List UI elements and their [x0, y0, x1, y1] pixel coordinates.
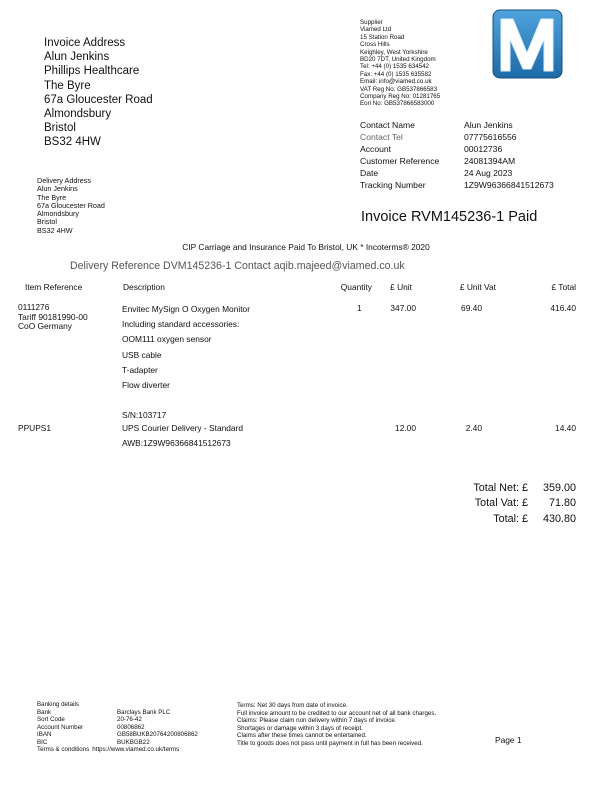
invoice-address-line: Alun Jenkins: [44, 51, 110, 64]
banking-details: [37, 701, 198, 754]
delivery-address-line: Almondsbury: [37, 209, 79, 219]
contact-label: Customer Reference: [360, 156, 440, 167]
description-line: T-adapter: [122, 364, 158, 375]
banking-value: 00806862: [117, 723, 145, 731]
grand-total-row: [420, 512, 576, 527]
supplier-line: Viamed Ltd: [360, 26, 392, 34]
banking-label: BIC: [37, 738, 48, 746]
line-total-cell: 416.40: [550, 303, 576, 313]
delivery-address-line: Alun Jenkins: [37, 184, 78, 194]
banking-row: [37, 716, 198, 724]
supplier-block: [360, 19, 440, 108]
item-reference-line: Tariff 90181990-00: [18, 311, 88, 322]
invoice-address-heading: Invoice Address: [44, 37, 126, 49]
unit-price-cell: 12.00: [395, 423, 416, 433]
banking-row: [37, 724, 198, 732]
contact-value: 00012736: [464, 144, 503, 155]
invoice-address-line: BS32 4HW: [44, 136, 101, 149]
description-line: Envitec MySign O Oxygen Monitor: [122, 304, 251, 314]
invoice-address-line: Almondsbury: [44, 108, 112, 121]
description-line: Including standard accessories:: [122, 319, 240, 330]
invoice-address-line: The Byre: [44, 79, 91, 92]
delivery-address-line: 67a Gloucester Road: [37, 200, 105, 210]
contact-label: Tracking Number: [360, 180, 426, 191]
banking-row: [37, 709, 198, 717]
invoice-address-line: Bristol: [44, 122, 76, 135]
column-header-description: Description: [123, 282, 165, 292]
total-net-row: [420, 481, 576, 496]
item-description-cell: [122, 302, 250, 424]
banking-row: [37, 731, 198, 739]
column-header-unit: £ Unit: [390, 282, 412, 292]
supplier-line: 15 Station Road: [360, 33, 405, 41]
banking-row: [37, 739, 198, 747]
delivery-address-heading: Delivery Address: [37, 176, 91, 185]
description-line: Flow diverter: [122, 380, 170, 391]
description-line: USB cable: [122, 349, 162, 360]
payment-terms-line: Claims after these times cannot be entertained.: [237, 732, 367, 739]
banking-value: Barclays Bank PLC: [117, 708, 171, 716]
total-net-label: Total Net: £: [473, 482, 528, 494]
contact-value: Alun Jenkins: [464, 120, 513, 130]
invoice-address-line: Phillips Healthcare: [44, 65, 140, 78]
description-line: S/N:103717: [122, 410, 167, 421]
contact-row: [360, 131, 554, 143]
description-line: AWB:1Z9W96366841512673: [122, 438, 231, 449]
contact-value: 24081394AM: [464, 156, 516, 167]
payment-terms-line: Terms: Net 30 days from date of invoice.: [237, 702, 348, 709]
description-line: UPS Courier Delivery - Standard: [122, 423, 244, 433]
totals-block: [420, 481, 576, 527]
contact-label: Contact Tel: [360, 132, 403, 143]
delivery-address: [37, 177, 105, 235]
contact-row: [360, 167, 554, 179]
unit-vat-cell: 2.40: [465, 423, 482, 433]
contact-row: [360, 179, 554, 191]
delivery-reference: [70, 260, 405, 272]
payment-terms-line: Title to goods does not pass until payment in full has been received.: [237, 739, 423, 747]
delivery-address-line: Bristol: [37, 217, 57, 227]
banking-label: Sort Code: [37, 716, 65, 723]
item-reference-cell: [18, 303, 88, 332]
column-header-unit-vat: £ Unit Vat: [459, 282, 496, 292]
contact-label: Contact Name: [360, 120, 415, 130]
contact-row: [360, 143, 554, 155]
description-line: [122, 393, 250, 408]
delivery-reference-value: DVM145236-1 Contact aqib.majeed@viamed.co.uk: [163, 260, 405, 272]
payment-terms: [237, 702, 436, 747]
quantity-cell: 1: [357, 303, 362, 313]
item-reference-line: 0111276: [18, 302, 50, 312]
invoice-address-line: 67a Gloucester Road: [44, 93, 153, 106]
banking-value: BUKBGB22: [117, 738, 150, 746]
supplier-line: Email: info@viamed.co.uk: [360, 78, 432, 86]
column-header-quantity: Quantity: [340, 282, 372, 292]
supplier-line: Keighley, West Yorkshire: [360, 48, 428, 56]
item-description-cell: [122, 421, 243, 451]
banking-row: [37, 746, 198, 754]
contact-value: 1Z9W96366841512673: [464, 180, 554, 191]
contact-row: [360, 155, 554, 167]
viamed-logo-icon: [492, 9, 563, 79]
total-vat-label: Total Vat: £: [474, 497, 528, 510]
banking-label: Terms & conditions: [37, 746, 90, 753]
supplier-line: Company Reg No: 01281765: [360, 93, 441, 101]
delivery-address-line: BS32 4HW: [37, 225, 73, 235]
unit-price-cell: 347.00: [390, 303, 416, 313]
payment-terms-line: Claims: Please claim non delivery within 7 days of invoice.: [237, 717, 397, 724]
column-header-item-reference: Item Reference: [25, 282, 83, 292]
contact-details: [360, 119, 554, 192]
incoterms-line: CIP Carriage and Insurance Paid To Bristol, UK * Incoterms® 2020: [182, 242, 430, 252]
payment-terms-line: Shortages or damage within 3 days of receipt.: [237, 724, 363, 732]
payment-terms-line: Full invoice amount to be credited to our account net of all bank charges.: [237, 709, 437, 717]
banking-value: GB58BUKB20764200806862: [117, 731, 198, 738]
total-vat-value: 71.80: [548, 497, 576, 510]
banking-heading: Banking details: [37, 701, 79, 708]
terms-link[interactable]: https://www.viamed.co.uk/terms: [92, 746, 180, 753]
supplier-line: Eori No: GB537866583000: [360, 100, 435, 108]
total-vat-row: [420, 496, 576, 511]
item-reference-cell: PPUPS1: [18, 423, 52, 433]
delivery-reference-label: Delivery Reference: [70, 260, 161, 272]
banking-value: 20-76-42: [117, 716, 142, 723]
supplier-line: BD20 7DT, United Kingdom: [360, 56, 436, 64]
banking-label: Account Number: [37, 723, 84, 731]
contact-value: 24 Aug 2023: [464, 168, 513, 179]
contact-row: [360, 119, 554, 131]
contact-value: 07775616556: [464, 132, 517, 143]
contact-label: Account: [360, 144, 392, 155]
page-number: Page 1: [495, 735, 522, 745]
contact-label: Date: [360, 168, 379, 179]
supplier-line: Cross Hills: [360, 41, 390, 49]
banking-label: Bank: [37, 708, 52, 716]
supplier-line: Tel: +44 (0) 1535 634542: [360, 63, 429, 71]
line-total-cell: 14.40: [555, 423, 576, 433]
column-header-total: £ Total: [551, 282, 576, 292]
supplier-line: Fax: +44 (0) 1535 635582: [360, 70, 432, 78]
delivery-address-line: The Byre: [37, 192, 67, 202]
invoice-title: Invoice RVM145236-1 Paid: [361, 209, 538, 225]
item-reference-line: CoO Germany: [18, 321, 72, 331]
supplier-line: VAT Reg No: GB537866583: [360, 85, 438, 93]
total-net-value: 359.00: [542, 482, 576, 494]
grand-total-value: 430.80: [542, 512, 576, 525]
description-line: OOM111 oxygen sensor: [122, 334, 212, 345]
supplier-line: Supplier: [360, 19, 383, 26]
invoice-address: [44, 36, 153, 150]
banking-label: IBAN: [37, 731, 52, 738]
grand-total-label: Total: £: [493, 512, 528, 525]
unit-vat-cell: 69.40: [461, 303, 482, 313]
